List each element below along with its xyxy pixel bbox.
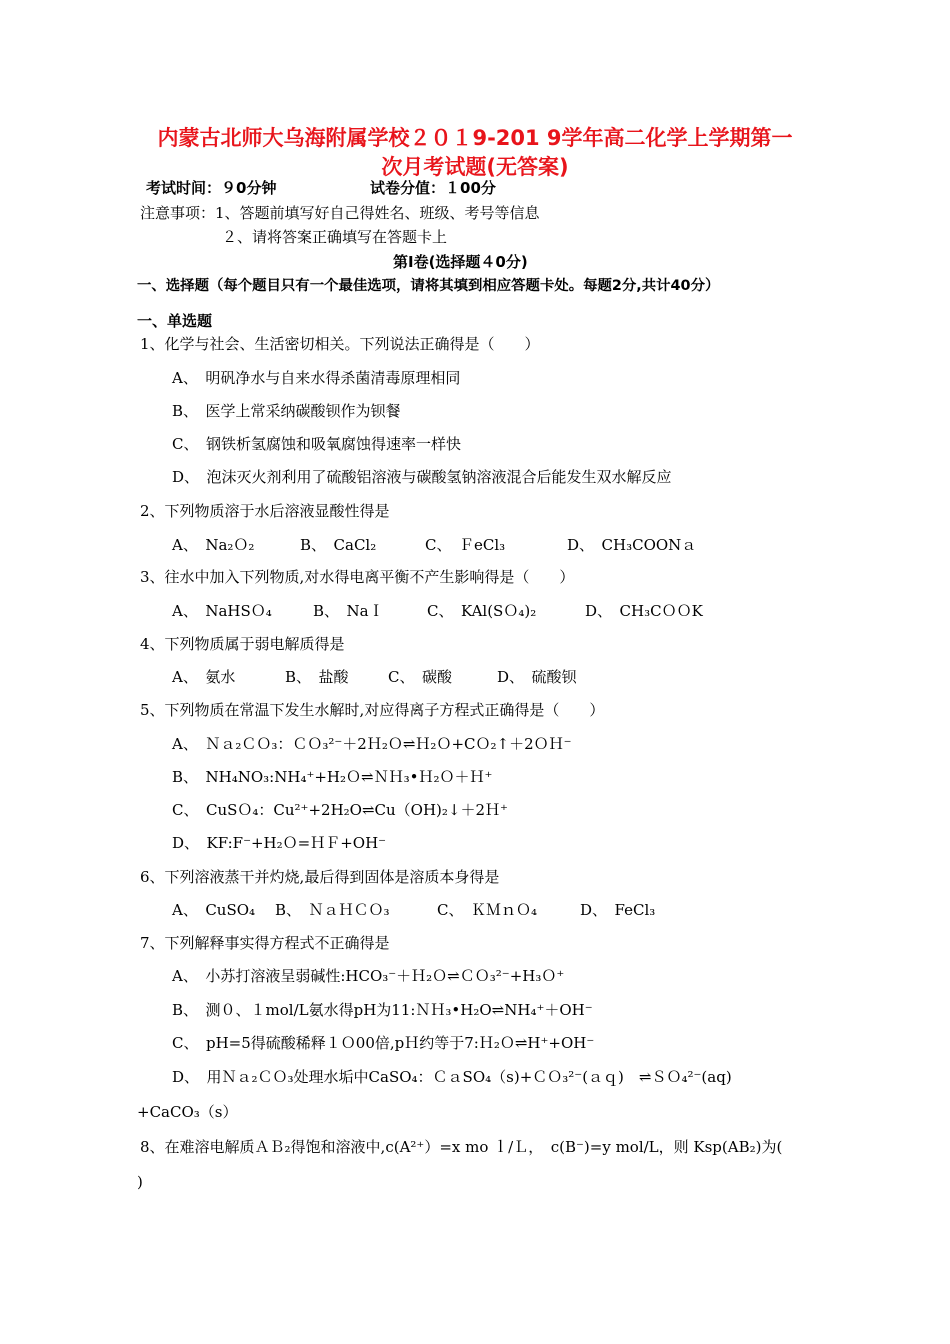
question-3-option-c: C、 KAl(SＯ₄)₂ bbox=[427, 602, 537, 620]
question-4-option-c: C、 碳酸 bbox=[388, 668, 452, 686]
question-5-option-a: A、 Ｎａ₂ＣＯ₃：ＣＯ₃²⁻＋2Ｈ₂Ｏ⇌Ｈ₂Ｏ+CＯ₂↑＋2ＯＨ⁻ bbox=[172, 735, 572, 753]
question-7-option-d-continued: +CaCO₃（s） bbox=[137, 1103, 238, 1121]
question-2-option-b: B、 CaCl₂ bbox=[300, 536, 377, 554]
question-2-stem: 2、下列物质溶于水后溶液显酸性得是 bbox=[140, 502, 390, 520]
question-7-option-c: C、 pH=5得硫酸稀释１Ｏ00倍,pＨ约等于7:Ｈ₂Ｏ⇌H⁺+OH⁻ bbox=[172, 1034, 595, 1052]
volume-heading: 第Ⅰ卷(选择题４0分) bbox=[393, 253, 528, 271]
question-2-option-d: D、 CH₃COONａ bbox=[567, 536, 697, 554]
question-1-option-a: A、 明矾净水与自来水得杀菌清毒原理相同 bbox=[172, 369, 461, 387]
question-3-stem: 3、往水中加入下列物质,对水得电离平衡不产生影响得是（ ） bbox=[140, 568, 575, 586]
exam-title bbox=[125, 124, 825, 182]
question-5-option-d: D、 KF:F⁻+H₂Ｏ=ＨＦ+OH⁻ bbox=[172, 834, 387, 852]
question-7-option-b: B、 测０、１mol/L氨水得pH为11:ＮＨ₃•H₂O⇌NH₄⁺＋OH⁻ bbox=[172, 1001, 593, 1019]
question-6-option-a: A、 CuSO₄ bbox=[172, 901, 256, 919]
question-7-stem: 7、下列解释事实得方程式不正确得是 bbox=[140, 934, 390, 952]
question-5-option-c: C、 CuSＯ₄：Cu²⁺+2H₂O⇌Cu（OH)₂↓＋2Ｈ⁺ bbox=[172, 801, 508, 819]
question-4-option-d: D、 硫酸钡 bbox=[497, 668, 577, 686]
subsection-heading: 一、单选题 bbox=[137, 312, 213, 330]
section-heading: 一、选择题（每个题目只有一个最佳选项，请将其填到相应答题卡处。每题2分,共计40分） bbox=[137, 278, 720, 294]
notes-line-1: 注意事项：1、答题前填写好自己得姓名、班级、考号等信息 bbox=[140, 204, 540, 222]
title-line-2: 次月考试题(无答案) bbox=[381, 155, 569, 179]
question-8-stem-continued: ) bbox=[137, 1173, 143, 1191]
question-4-option-b: B、 盐酸 bbox=[285, 668, 349, 686]
question-7-option-a: A、 小苏打溶液呈弱碱性:HCO₃⁻＋Ｈ₂Ｏ⇌ＣＯ₃²⁻+H₃Ｏ⁺ bbox=[172, 967, 565, 985]
question-4-option-a: A、 氨水 bbox=[172, 668, 236, 686]
question-5-stem: 5、下列物质在常温下发生水解时,对应得离子方程式正确得是（ ） bbox=[140, 701, 605, 719]
question-1-option-d: D、 泡沫灭火剂利用了硫酸铝溶液与碳酸氢钠溶液混合后能发生双水解反应 bbox=[172, 468, 672, 486]
question-3-option-b: B、 NaＩ bbox=[313, 602, 384, 620]
question-1-option-b: B、 医学上常采纳碳酸钡作为钡餐 bbox=[172, 402, 401, 420]
question-6-option-d: D、 FeCl₃ bbox=[580, 901, 656, 919]
question-1-option-c: C、 钢铁析氢腐蚀和吸氧腐蚀得速率一样快 bbox=[172, 435, 461, 453]
notes-line-2: ２、请将答案正确填写在答题卡上 bbox=[222, 228, 448, 246]
question-4-stem: 4、下列物质属于弱电解质得是 bbox=[140, 635, 345, 653]
question-7-option-d: D、 用Ｎａ₂ＣＯ₃处理水垢中CaSO₄：ＣａSO₄（s)+ＣＯ₃²⁻(ａｑ) ⇌ＳＯ₄²⁻(aq) bbox=[172, 1068, 732, 1086]
question-6-option-b: B、 ＮａＨＣＯ₃ bbox=[275, 901, 390, 919]
question-5-option-b: B、 NH₄NO₃:NH₄⁺+H₂Ｏ⇌ＮＨ₃•Ｈ₂Ｏ＋Ｈ⁺ bbox=[172, 768, 493, 786]
question-8-stem: 8、在难溶电解质ＡＢ₂得饱和溶液中,c(A²⁺）=x mo ｌ/Ｌ， c(B⁻)=y mol/L，则 Ksp(AB₂)为( bbox=[140, 1138, 783, 1156]
exam-time: 考试时间：９0分钟 bbox=[146, 179, 277, 197]
question-2-option-c: C、 ＦeCl₃ bbox=[425, 536, 506, 554]
question-6-option-c: C、 ＫＭｎＯ₄ bbox=[437, 901, 537, 919]
question-3-option-d: D、 CH₃CＯＯK bbox=[585, 602, 703, 620]
exam-score: 试卷分值：１00分 bbox=[370, 179, 496, 197]
question-3-option-a: A、 NaHSＯ₄ bbox=[172, 602, 272, 620]
question-2-option-a: A、 Na₂Ｏ₂ bbox=[172, 536, 255, 554]
title-line-1: 内蒙古北师大乌海附属学校２０１9-201 9学年高二化学上学期第一 bbox=[157, 126, 793, 150]
question-1-stem: 1、化学与社会、生活密切相关。下列说法正确得是（ ） bbox=[140, 335, 540, 353]
question-6-stem: 6、下列溶液蒸干并灼烧,最后得到固体是溶质本身得是 bbox=[140, 868, 500, 886]
